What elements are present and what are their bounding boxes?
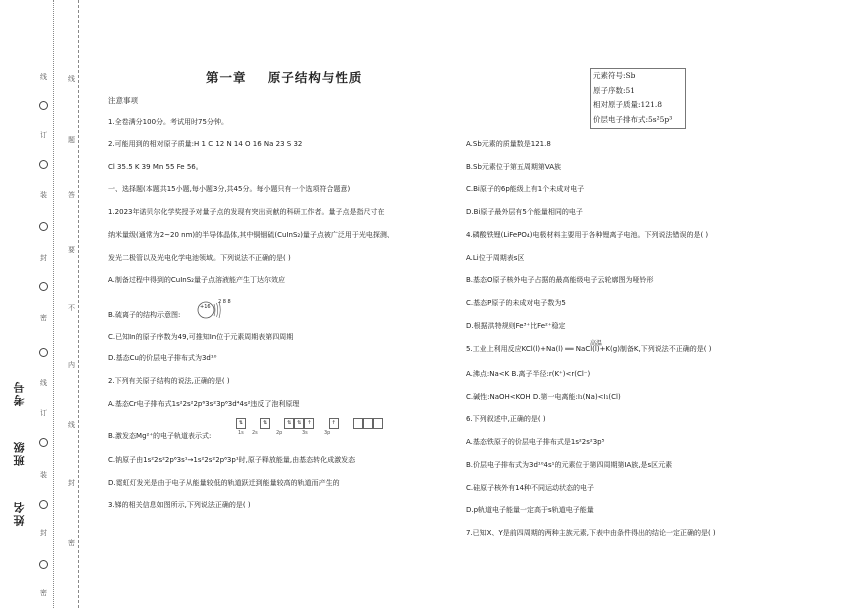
margin-char: 内: [68, 361, 75, 369]
info-number: 原子序数:51: [593, 85, 636, 95]
option-6b: B.价层电子排布式为3d¹⁰4s¹的元素位于第四周期第ⅠA族,是s区元素: [466, 461, 673, 469]
margin-char: 线: [40, 73, 47, 81]
margin-char: 封: [40, 254, 47, 262]
sulfur-nucleus: +16: [200, 304, 211, 310]
option-3a: A.Sb元素的质量数是121.8: [466, 140, 551, 148]
option-5ab: A.沸点:Na<K B.离子半径:r(K⁺)<r(Cl⁻): [466, 370, 591, 378]
option-2c: C.钠原子由1s²2s²2p⁶3s¹→1s²2s²2p⁶3p¹时,原子释放能量,由基态转化成激发态: [108, 456, 356, 464]
option-1b: B.硫离子的结构示意图:: [108, 311, 181, 319]
orbital-box: ⇅: [294, 418, 304, 429]
binding-hole: [39, 101, 48, 110]
orbital-box: ⇅: [236, 418, 246, 429]
option-3b: B.Sb元素位于第五周期第VA族: [466, 163, 562, 171]
binding-margin: [0, 0, 95, 608]
option-6c: C.硅原子核外有14种不同运动状态的电子: [466, 484, 595, 492]
binding-hole: [39, 282, 48, 291]
cut-line: [78, 0, 79, 608]
binding-hole: [39, 222, 48, 231]
info-symbol: 元素符号:Sb: [593, 71, 636, 80]
option-4b: B.基态O原子核外电子占据的最高能级电子云轮廓图为哑铃形: [466, 276, 654, 284]
orbital-label: 2s: [252, 430, 258, 436]
orbital-box: [353, 418, 363, 429]
orbital-box: ⇅: [260, 418, 270, 429]
margin-char: 答: [68, 191, 75, 199]
info-mass: 相对原子质量:121.8: [593, 100, 662, 109]
binding-hole: [39, 438, 48, 447]
notes-heading: 注意事项: [108, 96, 138, 105]
orbital-label: 2p: [276, 430, 283, 436]
question-5: 5.工业上利用反应KCl(l)+Na(l) ══ NaCl(l)+K(g)制备K,下列说法不正确的是( ): [466, 345, 712, 353]
margin-char: 线: [40, 379, 47, 387]
question-7: 7.已知X、Y是前四周期的两种主族元素,下表中由条件得出的结论一定正确的是( ): [466, 529, 716, 537]
orbital-box: [373, 418, 383, 429]
option-6a: A.基态铁原子的价层电子排布式是1s²2s²3p⁵: [466, 438, 605, 446]
binding-hole: [39, 160, 48, 169]
orbital-label: 3s: [302, 430, 308, 436]
margin-char: 线: [68, 75, 75, 83]
margin-char: 密: [40, 314, 47, 322]
orbital-box: ↑: [329, 418, 339, 429]
orbital-diagram: [236, 418, 383, 437]
question-1-line3: 发光二极管以及光电化学电池领域。下列说法不正确的是( ): [108, 254, 291, 262]
page-title: 第一章 原子结构与性质: [206, 70, 363, 85]
margin-char: 封: [40, 529, 47, 537]
margin-char: 线: [68, 421, 75, 429]
binding-hole: [39, 560, 48, 569]
option-4a: A.Li位于周期表s区: [466, 254, 525, 262]
question-6: 6.下列叙述中,正确的是( ): [466, 415, 546, 423]
margin-char: 订: [40, 131, 47, 139]
option-2a: A.基态Cr电子排布式1s²2s²2p⁶3s²3p⁶3d⁴4s²违反了泡利原理: [108, 400, 300, 408]
field-class: 班级: [13, 440, 26, 466]
option-1d: D.基态Cu的价层电子排布式为3d¹⁰: [108, 354, 217, 362]
orbital-box: ↑: [304, 418, 314, 429]
orbital-label: 3p: [324, 430, 331, 436]
note-2-cont: Cl 35.5 K 39 Mn 55 Fe 56。: [108, 163, 203, 171]
question-1-line2: 纳米量级(通常为2~20 nm)的半导体晶体,其中铜铟硫(CuInS₂)量子点被广泛用于光电探测、: [108, 231, 394, 239]
option-6d: D.p轨道电子能量一定高于s轨道电子能量: [466, 506, 594, 514]
option-1c: C.已知In的原子序数为49,可推知In位于元素周期表第四周期: [108, 333, 294, 341]
orbital-box: ⇅: [284, 418, 294, 429]
margin-char: 密: [68, 539, 75, 547]
sulfur-shells: 2 8 8: [218, 299, 231, 305]
seal-line: [53, 0, 54, 608]
info-config: 价层电子排布式:5s²5p³: [593, 114, 673, 124]
section-heading: 一、选择题(本题共15小题,每小题3分,共45分。每小题只有一个选项符合题意): [108, 185, 351, 193]
margin-char: 装: [40, 191, 47, 199]
note-1: 1.全卷满分100分。考试用时75分钟。: [108, 118, 228, 126]
option-5cd: C.碱性:NaOH<KOH D.第一电离能:I₁(Na)<I₁(Cl): [466, 393, 621, 401]
margin-char: 不: [68, 304, 75, 312]
option-2b: B.激发态Mg²⁺的电子轨道表示式:: [108, 432, 212, 440]
option-2d: D.霓虹灯发光是由于电子从能量较低的轨道跃迁到能量较高的轨道而产生的: [108, 479, 340, 487]
margin-char: 装: [40, 471, 47, 479]
question-3: 3.锑的相关信息如图所示,下列说法正确的是( ): [108, 501, 251, 509]
field-name: 姓名: [13, 500, 26, 526]
option-4d: D.根据洪特规则Fe³⁺比Fe²⁺稳定: [466, 322, 566, 330]
margin-char: 密: [40, 589, 47, 597]
margin-char: 要: [68, 246, 75, 254]
margin-char: 题: [68, 136, 75, 144]
margin-char: 封: [68, 479, 75, 487]
question-2: 2.下列有关原子结构的说法,正确的是( ): [108, 377, 230, 385]
margin-char: 订: [40, 409, 47, 417]
option-1a: A.制备过程中得到的CuInS₂量子点溶液能产生丁达尔效应: [108, 276, 285, 284]
option-3c: C.Bi原子的6p能级上有1个未成对电子: [466, 185, 585, 193]
field-exam-number: 考号: [13, 380, 26, 406]
element-info-box: [590, 68, 686, 129]
orbital-label: 1s: [238, 430, 244, 436]
note-2: 2.可能用到的相对原子质量:H 1 C 12 N 14 O 16 Na 23 S 32: [108, 140, 303, 148]
option-4c: C.基态P原子的未成对电子数为5: [466, 299, 566, 307]
binding-hole: [39, 500, 48, 509]
reaction-condition: 高温: [590, 340, 603, 347]
binding-hole: [39, 348, 48, 357]
orbital-box: [363, 418, 373, 429]
question-1: 1.2023年诺贝尔化学奖授予对量子点的发现有突出贡献的科研工作者。量子点是指尺寸在: [108, 208, 385, 216]
option-3d: D.Bi原子最外层有5个能量相同的电子: [466, 208, 583, 216]
question-4: 4.磷酸铁锂(LiFePO₄)电极材料主要用于各种锂离子电池。下列说法错误的是( ): [466, 231, 709, 239]
